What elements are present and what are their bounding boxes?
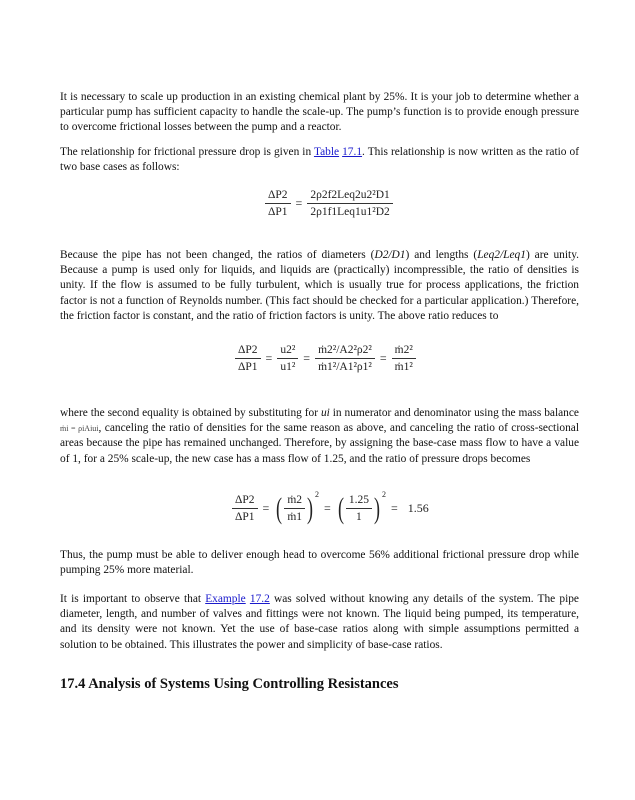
section-heading: 17.4 Analysis of Systems Using Controlling Resistances <box>60 676 399 692</box>
eq1-rhs: $\frac{\text{2ρ2f2Leq2u2²D1}}{\text{2ρ1f1Leq1u1²D2}}$ <box>307 187 392 220</box>
eq1-equals: = <box>295 196 303 210</box>
table-number-link[interactable]: 17.1 <box>342 146 363 158</box>
equation-reduced-ratio: $\frac{\Delta P2}{\Delta P1}$ = $\frac{\text{u2²}}{\text{u1²}}$ = $\frac{\text{ṁ2²/A2²ρ2²}}{\text{ṁ1²/A1²ρ1²}}$ = $\frac{\text{ṁ2²}}{\text{ṁ1²}}$ <box>235 342 416 375</box>
p2-text-before: The relationship for frictional pressure drop is given in <box>60 146 314 158</box>
example-link[interactable]: Example <box>205 593 246 605</box>
paragraph-observation: It is important to observe that Example 17.2 was solved without knowing any details of the system. The pipe diameter, length, and number of valves and fittings were not known. The liquid being pumped, its temperature, and its density were not known. Yet the use of base-case ratios along with simple assumptions permitted a solution to be obtained. This illustrates the power and simplicity of base-case ratios. <box>60 593 579 651</box>
velocity-variable: ui <box>320 407 330 419</box>
p2-text-after: . This relationship is now written as the ratio of two base cases as follows: <box>60 146 579 174</box>
length-ratio: Leq2/Leq1 <box>477 249 526 261</box>
example-number-link[interactable]: 17.2 <box>249 593 270 605</box>
equation-pressure-drop-result: $\frac{\Delta P2}{\Delta P1}$ = ( $\frac{\text{ṁ2}}{\text{ṁ1}}$ ) 2= ( $\frac{1.25}{1}$ ) 2= 1.56 <box>232 492 434 525</box>
equation-friction-ratio <box>265 187 393 220</box>
diameter-ratio: D2/D1 <box>374 249 406 261</box>
paragraph-intro: It is necessary to scale up production in an existing chemical plant by 25%. It is your job to determine whether a particular pump has sufficient capacity to handle the scale-up. The pump’s function is to provide enough pressure to overcome frictional losses between the pump and a reactor. <box>60 91 579 134</box>
paragraph-relationship <box>60 145 579 175</box>
eq1-lhs: $\frac{\Delta P2}{\Delta P1}$ <box>265 187 291 220</box>
table-link[interactable]: Table <box>313 146 340 158</box>
paragraph-assumptions: Because the pipe has not been changed, the ratios of diameters (D2/D1) and lengths (Leq2/Leq1) are unity. Because a pump is used only for liquids, and liquids are (practically) incompressible, the ratio of densities is unity. If the flow is assumed to be fully turbulent, which is usually true for process applications, the friction factor is not a function of Reynolds number. (This fact should be checked for a particular application.) Therefore, the friction factor is constant, and the ratio of friction factors is unity. The above ratio reduces to <box>60 249 580 322</box>
mass-balance-inline: ṁi = ρiAiui <box>60 424 99 434</box>
paragraph-substitution: where the second equality is obtained by substituting for ui in numerator and denominator using the mass balance ṁi = ρiAiui, canceling the ratio of densities for the same reason as above, and canceling the ratio of cross-sectional areas because the pipe has remained unchanged. Therefore, by assigning the base-case mass flow to have a value of 1, for a 25% scale-up, the new case has a mass flow of 1.25, and the ratio of pressure drops becomes <box>60 407 579 465</box>
eq3-result: 1.56 <box>407 501 429 515</box>
paragraph-conclusion: Thus, the pump must be able to deliver enough head to overcome 56% additional frictional pressure drop while pumping 25% more material. <box>60 549 579 577</box>
